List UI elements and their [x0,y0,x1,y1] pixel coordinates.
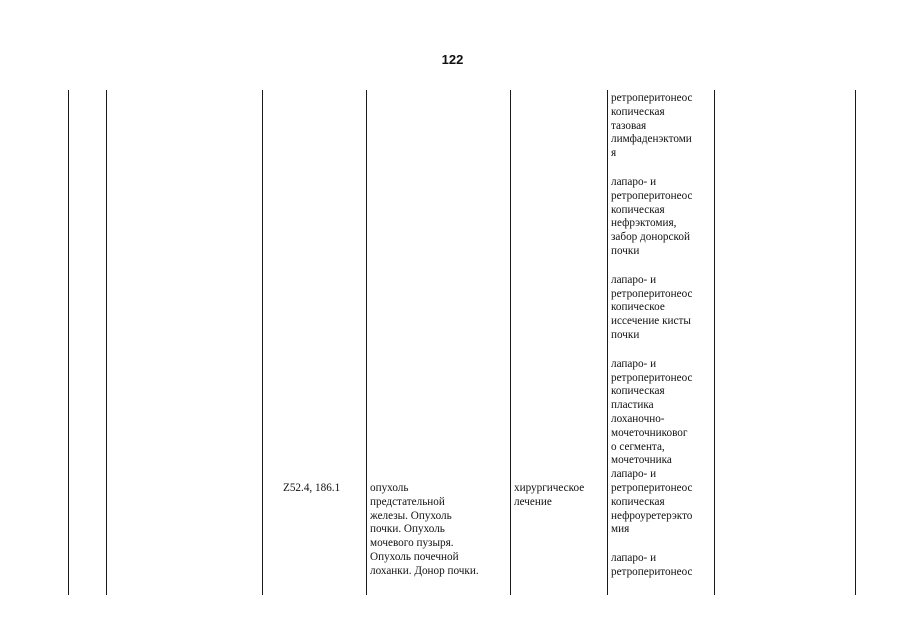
column-divider-3 [510,90,511,595]
treatment-type-cell [514,482,606,510]
procedure-line: нефроуретерэкто [611,509,693,522]
diagnosis-line: лоханки. Донор почки. [370,564,479,577]
column-divider-1 [262,90,263,595]
procedure-item [611,358,713,537]
procedure-line: ретроперитонеос [611,92,693,104]
treatment-line: лечение [514,495,552,508]
procedure-line: копическая [611,495,665,508]
procedure-line: пластика [611,399,654,412]
diagnosis-line: почки. Опухоль [370,523,445,536]
procedure-line: я [611,147,617,160]
diagnosis-line: мочевого пузыря. [370,537,454,550]
procedure-line: почки [611,328,640,341]
procedure-line: ретроперитонеос [611,287,693,300]
table-border-right [855,90,856,595]
column-divider-4 [607,90,608,595]
procedure-item [611,552,713,580]
procedure-line: тазовая [611,119,647,132]
procedure-line: лапаро- и [611,357,657,370]
procedure-item [611,92,713,161]
procedure-line: копическое [611,301,665,314]
procedure-line: ретроперитонеос [611,565,693,578]
procedure-line: ретроперитонеос [611,189,693,202]
procedure-line: мия [611,523,630,536]
procedure-line: почки [611,244,640,257]
procedure-line: мочеточниковог [611,426,688,439]
procedure-line: мочеточника [611,454,672,467]
procedure-line: ретроперитонеос [611,481,693,494]
column-divider-2 [366,90,367,595]
treatment-line: хирургическое [514,482,585,494]
procedure-line: копическая [611,203,665,216]
procedure-line: о сегмента, [611,440,665,453]
diagnosis-line: железы. Опухоль [370,509,452,522]
icd-codes-cell: Z52.4, 186.1 [283,482,341,494]
procedure-line: лимфаденэктоми [611,133,692,146]
page-number: 122 [441,52,464,67]
procedure-line: копическая [611,105,665,118]
procedure-item [611,176,713,259]
table-border-left-inner [106,90,107,595]
procedure-line: нефрэктомия, [611,217,677,230]
diagnosis-cell [370,482,508,579]
procedure-line: лапаро- и [611,468,657,481]
procedure-line: ретроперитонеос [611,371,693,384]
procedure-item [611,274,713,343]
diagnosis-line: Опухоль почечной [370,550,459,563]
table-border-left-outer [68,90,69,595]
procedure-line: лоханочно- [611,412,665,425]
procedure-line: лапаро- и [611,273,657,286]
procedures-cell [611,92,713,595]
procedure-line: лапаро- и [611,175,657,188]
column-divider-5 [714,90,715,595]
diagnosis-line: опухоль [370,482,409,494]
procedure-line: забор донорской [611,231,690,244]
procedure-line: копическая [611,385,665,398]
procedure-line: лапаро- и [611,552,657,565]
procedure-line: иссечение кисты [611,315,691,328]
diagnosis-line: предстательной [370,495,445,508]
